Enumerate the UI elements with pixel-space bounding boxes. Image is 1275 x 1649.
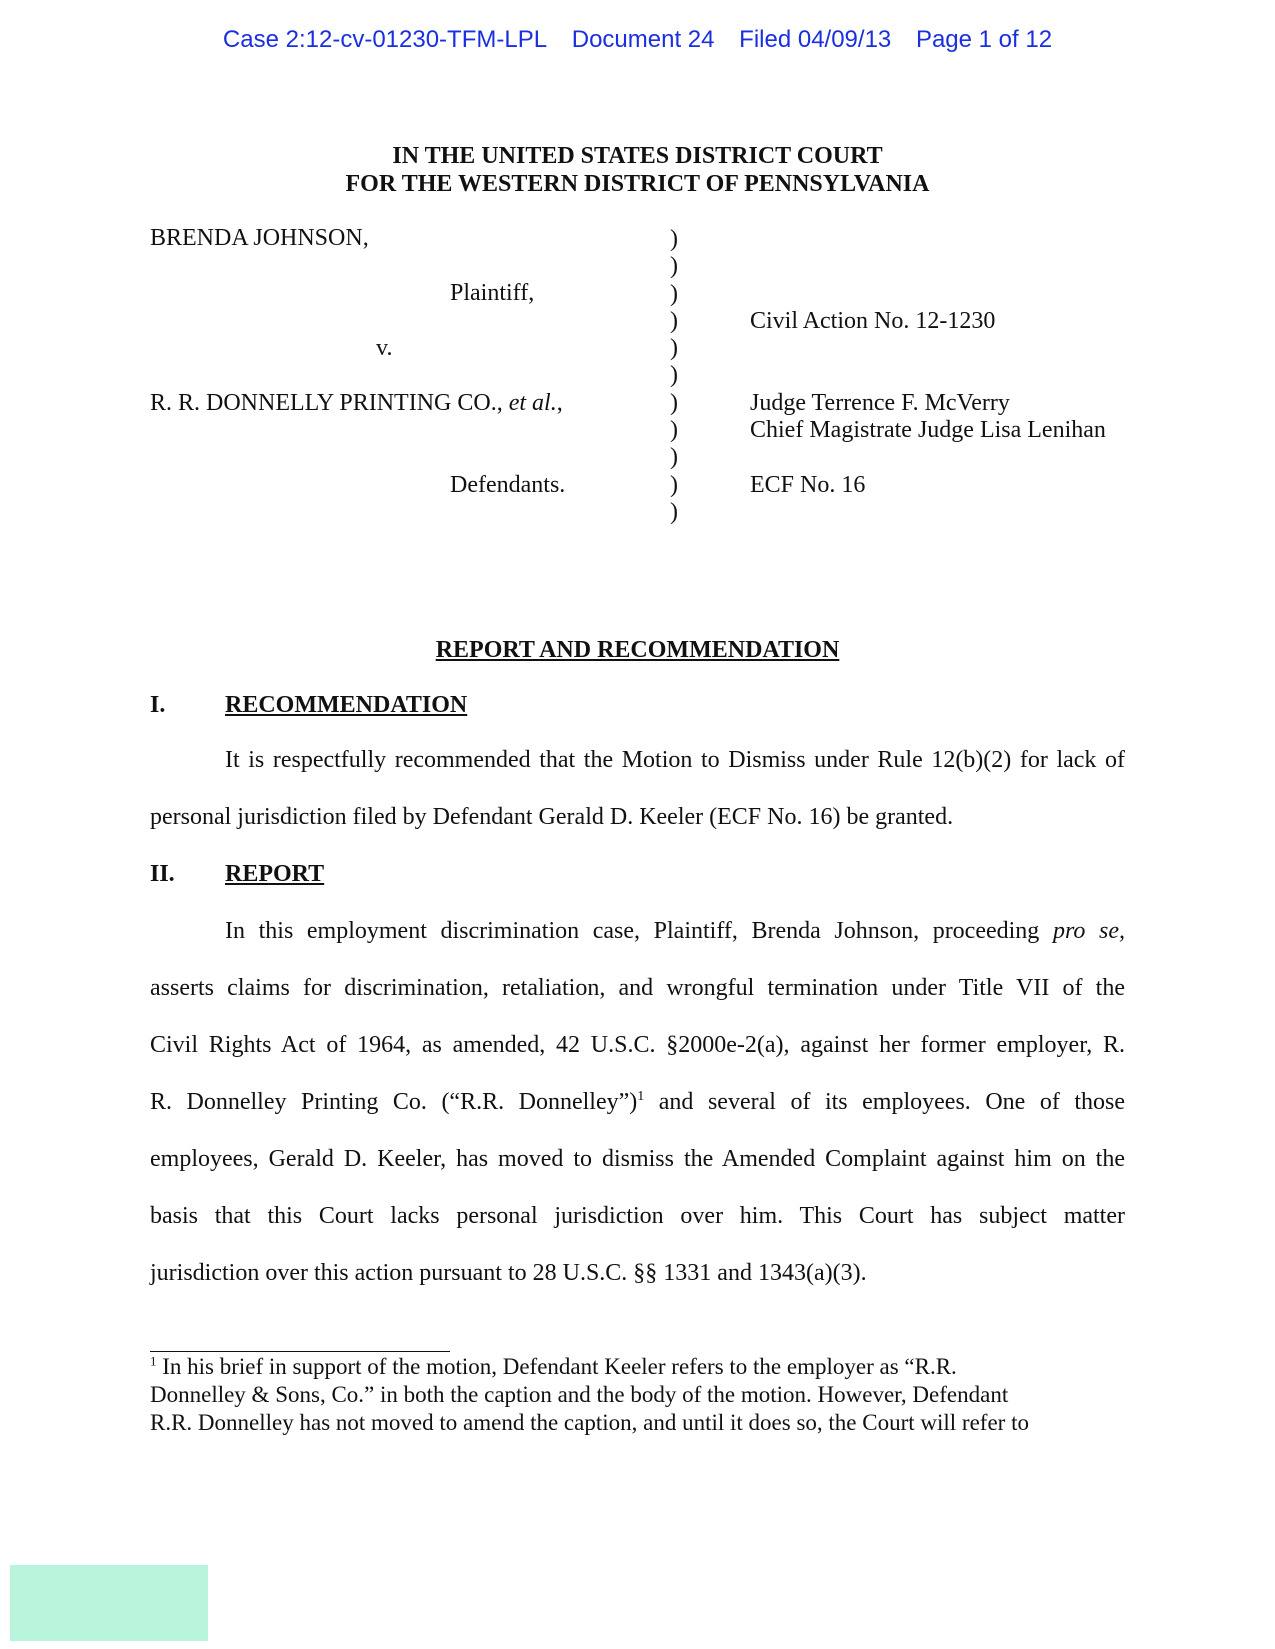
section-heading-recommendation xyxy=(150,692,750,722)
defendant-role: Defendants. xyxy=(450,472,566,498)
section-title: RECOMMENDATION xyxy=(225,692,468,718)
footnote-reference[interactable]: 1 xyxy=(637,1089,645,1104)
report-line: asserts claims for discrimination, retaliation, and wrongful termination under Title VII of the xyxy=(150,975,1125,1001)
page-number: Page 1 of 12 xyxy=(915,26,1053,53)
versus: v. xyxy=(376,335,393,361)
case-number: Case 2:12-cv-01230-TFM-LPL xyxy=(222,26,548,53)
footnote-line: R.R. Donnelley has not moved to amend the caption, and until it does so, the Court will refer to xyxy=(150,1410,1029,1435)
section-number: I. xyxy=(150,692,166,718)
annotation-highlight-box[interactable] xyxy=(10,1565,208,1641)
report-line: R. Donnelley Printing Co. (“R.R. Donnelley”)$^1$ and several of its employees. One of those xyxy=(150,1089,1126,1115)
defendant-name: R. R. DONNELLY PRINTING CO., et al., xyxy=(150,390,563,416)
civil-action-number: Civil Action No. 12-1230 xyxy=(750,308,996,334)
section-title: REPORT xyxy=(225,861,325,887)
document-title: REPORT AND RECOMMENDATION xyxy=(435,637,840,663)
report-line: Civil Rights Act of 1964, as amended, 42 U.S.C. §2000e-2(a), against her former employer, R. xyxy=(150,1032,1125,1058)
document-number: Document 24 xyxy=(571,26,715,53)
footnote-line: $^1$ In his brief in support of the motion, Defendant Keeler refers to the employer as “R.R. xyxy=(150,1353,957,1379)
judge-name: Judge Terrence F. McVerry xyxy=(750,390,1010,416)
ecf-number: ECF No. 16 xyxy=(750,472,866,498)
ecf-header-stamp xyxy=(0,26,1275,54)
footnote-line: Donnelley & Sons, Co.” in both the caption and the body of the motion. However, Defendant xyxy=(150,1382,1009,1407)
report-line: jurisdiction over this action pursuant to 28 U.S.C. §§ 1331 and 1343(a)(3). xyxy=(150,1260,867,1286)
recommendation-line: It is respectfully recommended that the Motion to Dismiss under Rule 12(b)(2) for lack of xyxy=(225,747,1125,773)
footnote-separator xyxy=(150,1351,450,1352)
report-line: In this employment discrimination case, Plaintiff, Brenda Johnson, proceeding pro se, xyxy=(225,918,1125,944)
magistrate-judge-name: Chief Magistrate Judge Lisa Lenihan xyxy=(750,417,1106,443)
filed-date: Filed 04/09/13 xyxy=(739,26,892,53)
section-number: II. xyxy=(150,861,175,887)
court-name-line-1: IN THE UNITED STATES DISTRICT COURT xyxy=(392,143,883,169)
report-line: employees, Gerald D. Keeler, has moved to dismiss the Amended Complaint against him on the xyxy=(150,1146,1125,1172)
caption-parentheses: ) ) ) ) ) ) ) ) ) ) ) xyxy=(670,226,678,525)
plaintiff-name: BRENDA JOHNSON, xyxy=(150,225,369,251)
court-name-line-2: FOR THE WESTERN DISTRICT OF PENNSYLVANIA xyxy=(345,171,930,197)
plaintiff-role: Plaintiff, xyxy=(450,280,535,306)
recommendation-line: personal jurisdiction filed by Defendant Gerald D. Keeler (ECF No. 16) be granted. xyxy=(150,804,954,830)
report-line: basis that this Court lacks personal jurisdiction over him. This Court has subject matter xyxy=(150,1203,1125,1229)
footnote-marker: 1 xyxy=(150,1353,157,1369)
section-heading-report xyxy=(150,861,750,891)
